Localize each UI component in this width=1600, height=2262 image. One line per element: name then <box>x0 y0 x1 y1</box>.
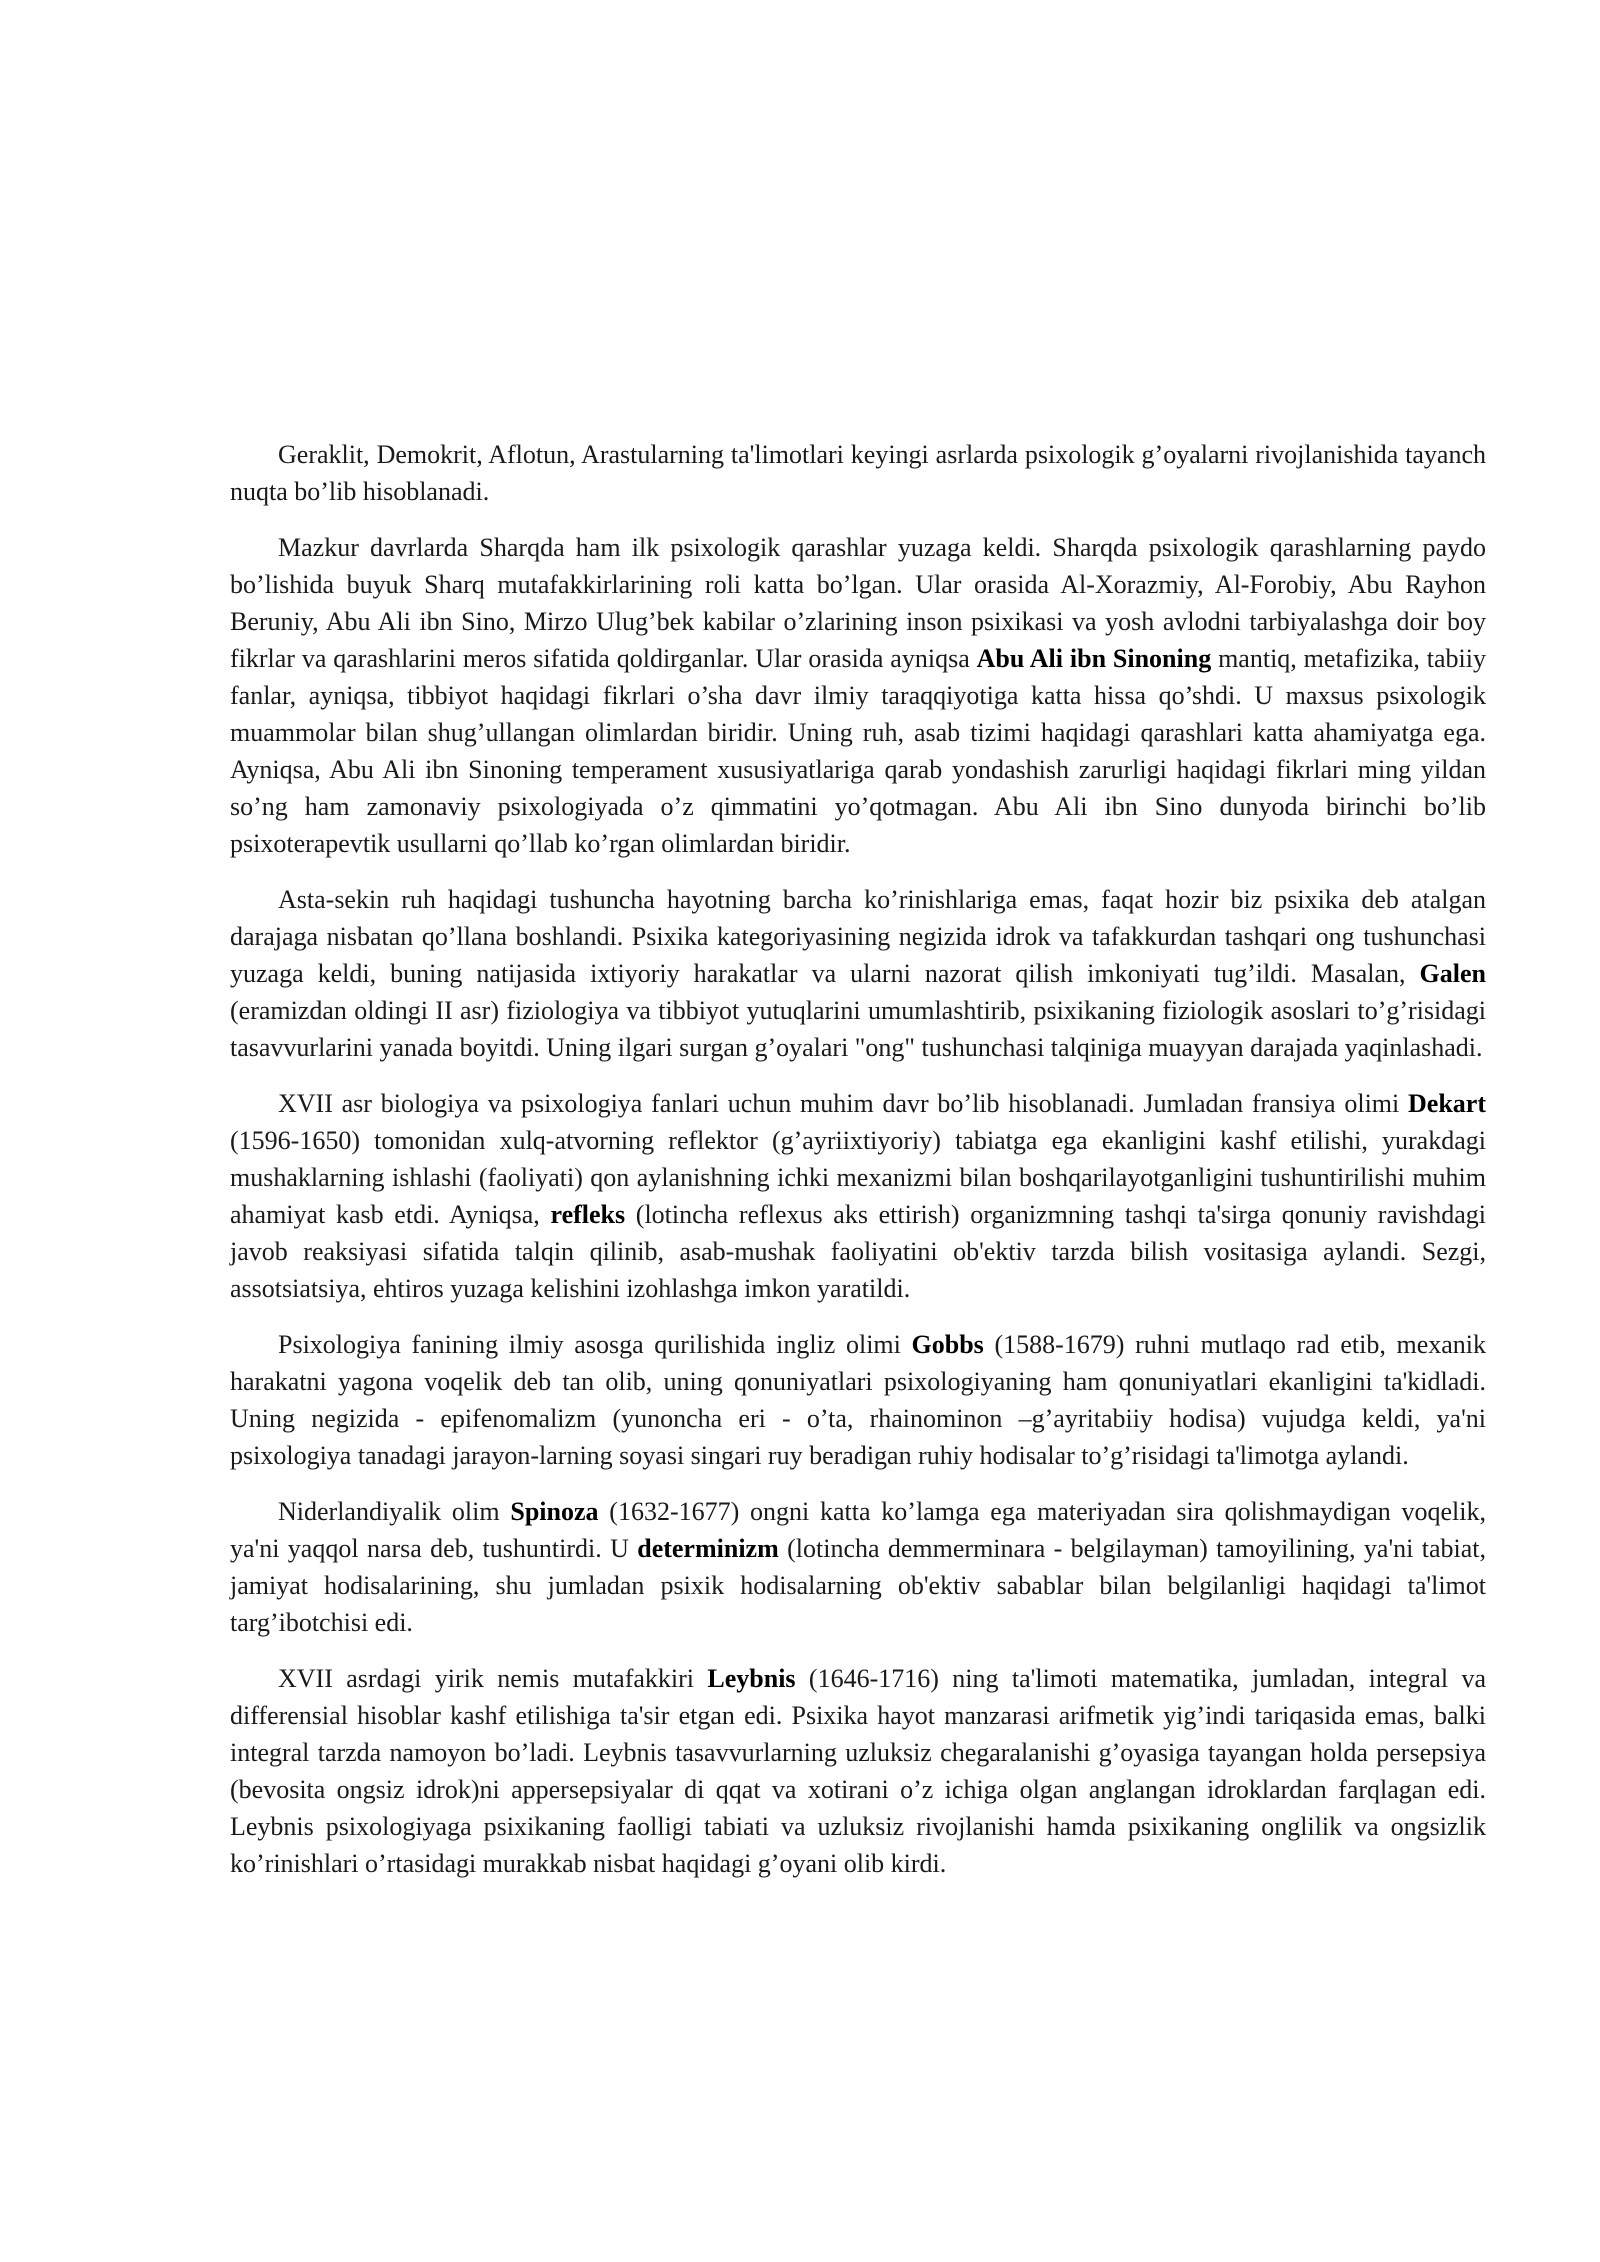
paragraph-5 <box>230 1326 1486 1474</box>
paragraph-text: (1646-1716) ning ta'limoti matematika, jumladan, integral va differensial hisoblar kashf etilishiga ta'sir etgan edi. Psixika hayot manzarasi arifmetik yig’indi tariqasida emas, balki integral tarzda namoyon bo’ladi. Leybnis tasavvurlarning uzluksiz chegaralanishi g’oyasiga tayangan holda persepsiya (bevosita ongsiz idrok)ni appersepsiyalar di qqat va xotirani o’z ichiga olgan anglangan idroklardan farqlagan edi. Leybnis psixologiyaga psixikaning faolligi tabiati va uzluksiz rivojlanishi hamda psixikaning onglilik va ongsizlik ko’rinishlari o’rtasidagi murakkab nisbat haqidagi g’oyani olib kirdi. <box>230 1664 1486 1878</box>
bold-term-galen: Galen <box>1419 959 1486 988</box>
bold-term-ibn-sino: Abu Ali ibn Sinoning <box>976 644 1212 673</box>
bold-term-dekart: Dekart <box>1408 1089 1486 1118</box>
paragraph-text: mantiq, metafizika, tabiiy fanlar, ayniqsa, tibbiyot haqidagi fikrlari o’sha davr ilmiy taraqqiyotiga katta hissa qo’shdi. U maxsus psixologik muammolar bilan shug’ullangan olimlardan biridir. Uning ruh, asab tizimi haqidagi qarashlari katta ahamiyatga ega. Ayniqsa, Abu Ali ibn Sinoning temperament xususiyatlariga qarab yondashish zarurligi haqidagi fikrlari ming yildan so’ng ham zamonaviy psixologiyada o’z qimmatini yo’qotmagan. Abu Ali ibn Sino dunyoda birinchi bo’lib psixoterapevtik usullarni qo’llab ko’rgan olimlardan biridir. <box>230 644 1486 858</box>
paragraph-text: (1596-1650) tomonidan xulq-atvorning reflektor (g’ayriixtiyoriy) tabiatga ega ekanligini kashf etilishi, yurakdagi mushaklarning ishlashi (faoliyati) qon aylanishning ichki mexanizmi bilan boshqarilayotganligini tushuntirilishi muhim ahamiyat kasb etdi. Ayniqsa, <box>230 1126 1486 1229</box>
paragraph-2 <box>230 529 1486 862</box>
bold-term-leybnis: Leybnis <box>707 1664 796 1693</box>
paragraph-text: XVII asr biologiya va psixologiya fanlari uchun muhim davr bo’lib hisoblanadi. Jumladan fransiya olimi <box>278 1089 1409 1118</box>
document-page <box>230 436 1486 1901</box>
paragraph-text: Asta-sekin ruh haqidagi tushuncha hayotning barcha ko’rinishlariga emas, faqat hozir biz psixika deb atalgan darajaga nisbatan qo’llana boshlandi. Psixika kategoriyasining negizida idrok va tafakkurdan tashqari ong tushunchasi yuzaga keldi, buning natijasida ixtiyoriy harakatlar va ularni nazorat qilish imkoniyati tug’ildi. Masalan, <box>230 885 1486 988</box>
bold-term-determinizm: determinizm <box>637 1534 779 1563</box>
paragraph-text: (1632-1677) ongni katta ko’lamga ega materiyadan sira qolishmaydigan voqelik, ya'ni yaqqol narsa deb, tushuntirdi. U <box>230 1497 1486 1563</box>
paragraph-4 <box>230 1085 1486 1307</box>
paragraph-text: (lotincha demmerminara - belgilayman) tamoyilining, ya'ni tabiat, jamiyat hodisalarining, shu jumladan psixik hodisalarning ob'ektiv sabablar bilan belgilanligi haqidagi ta'limot targ’ibotchisi edi. <box>230 1534 1486 1637</box>
bold-term-spinoza: Spinoza <box>510 1497 599 1526</box>
paragraph-7 <box>230 1660 1486 1882</box>
paragraph-text: (eramizdan oldingi II asr) fiziologiya va tibbiyot yutuqlarini umumlashtirib, psixikaning fiziologik asoslari to’g’risidagi tasavvurlarini yanada boyitdi. Uning ilgari surgan g’oyalari "ong" tushunchasi talqiniga muayyan darajada yaqinlashadi. <box>230 996 1486 1062</box>
paragraph-text: (lotincha reflexus aks ettirish) organizmning tashqi ta'sirga qonuniy ravishdagi javob reaksiyasi sifatida talqin qilinib, asab-mushak faoliyatini ob'ektiv tarzda bilish vositasiga aylandi. Sezgi, assotsiatsiya, ehtiros yuzaga kelishini izohlashga imkon yaratildi. <box>230 1200 1487 1303</box>
paragraph-text: Geraklit, Demokrit, Aflotun, Arastularning ta'limotlari keyingi asrlarda psixologik g’oyalarni rivojlanishida tayanch nuqta bo’lib hisoblanadi. <box>230 440 1486 506</box>
paragraph-text: Psixologiya fanining ilmiy asosga qurilishida ingliz olimi <box>278 1330 912 1359</box>
paragraph-text: (1588-1679) ruhni mutlaqo rad etib, mexanik harakatni yagona voqelik deb tan olib, uning qonuniyatlari psixologiyaning ham qonuniyatlari ekanligini ta'kidladi. Uning negizida - epifenomalizm (yunoncha eri - o’ta, rhainominon –g’ayritabiiy hodisa) vujudga keldi, ya'ni psixologiya tanadagi jarayon-larning soyasi singari ruy beradigan ruhiy hodisalar to’g’risidagi ta'limotga aylandi. <box>230 1330 1486 1470</box>
paragraph-1 <box>230 436 1486 510</box>
paragraph-6 <box>230 1493 1486 1641</box>
paragraph-text: XVII asrdagi yirik nemis mutafakkiri <box>278 1664 708 1693</box>
bold-term-gobbs: Gobbs <box>911 1330 984 1359</box>
bold-term-refleks: refleks <box>550 1200 626 1229</box>
paragraph-text: Mazkur davrlarda Sharqda ham ilk psixologik qarashlar yuzaga keldi. Sharqda psixologik qarashlarning paydo bo’lishida buyuk Sharq mutafakkirlarining roli katta bo’lgan. Ular orasida Al-Xorazmiy, Al-Forobiy, Abu Rayhon Beruniy, Abu Ali ibn Sino, Mirzo Ulug’bek kabilar o’zlarining inson psixikasi va yosh avlodni tarbiyalashga doir boy fikrlar va qarashlarini meros sifatida qoldirganlar. Ular orasida ayniqsa <box>230 533 1486 673</box>
paragraph-3 <box>230 881 1486 1066</box>
paragraph-text: Niderlandiyalik olim <box>278 1497 511 1526</box>
